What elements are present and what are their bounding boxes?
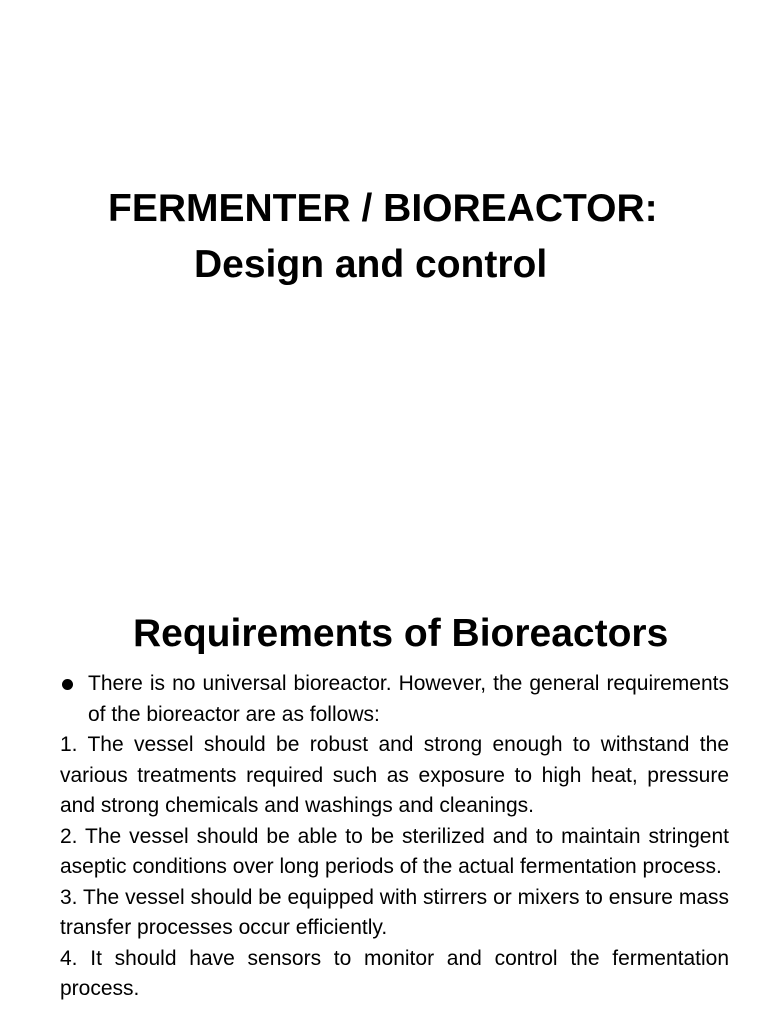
bullet-dot-icon	[62, 679, 73, 690]
numbered-item-4: 4. It should have sensors to monitor and control the fermentation process.	[60, 946, 729, 1000]
requirements-body	[60, 669, 729, 1005]
slide-title-line2: Design and control	[194, 243, 548, 286]
numbered-item-2: 2. The vessel should be able to be sterilized and to maintain stringent aseptic conditions over long periods of the actual fermentation process.	[60, 824, 729, 878]
numbered-item-3: 3. The vessel should be equipped with stirrers or mixers to ensure mass transfer processes occur efficiently.	[60, 885, 729, 939]
slide-title-line1: FERMENTER / BIOREACTOR:	[108, 187, 658, 230]
requirements-slide	[0, 576, 768, 1024]
numbered-item-1: 1. The vessel should be robust and strong enough to withstand the various treatments required such as exposure to high heat, pressure and strong chemicals and washings and cleanings.	[60, 733, 729, 817]
requirements-heading: Requirements of Bioreactors	[133, 612, 669, 655]
bullet-text: There is no universal bioreactor. However, the general requirements of the bioreactor are as follows:	[88, 672, 729, 726]
bullet-item	[60, 669, 729, 730]
